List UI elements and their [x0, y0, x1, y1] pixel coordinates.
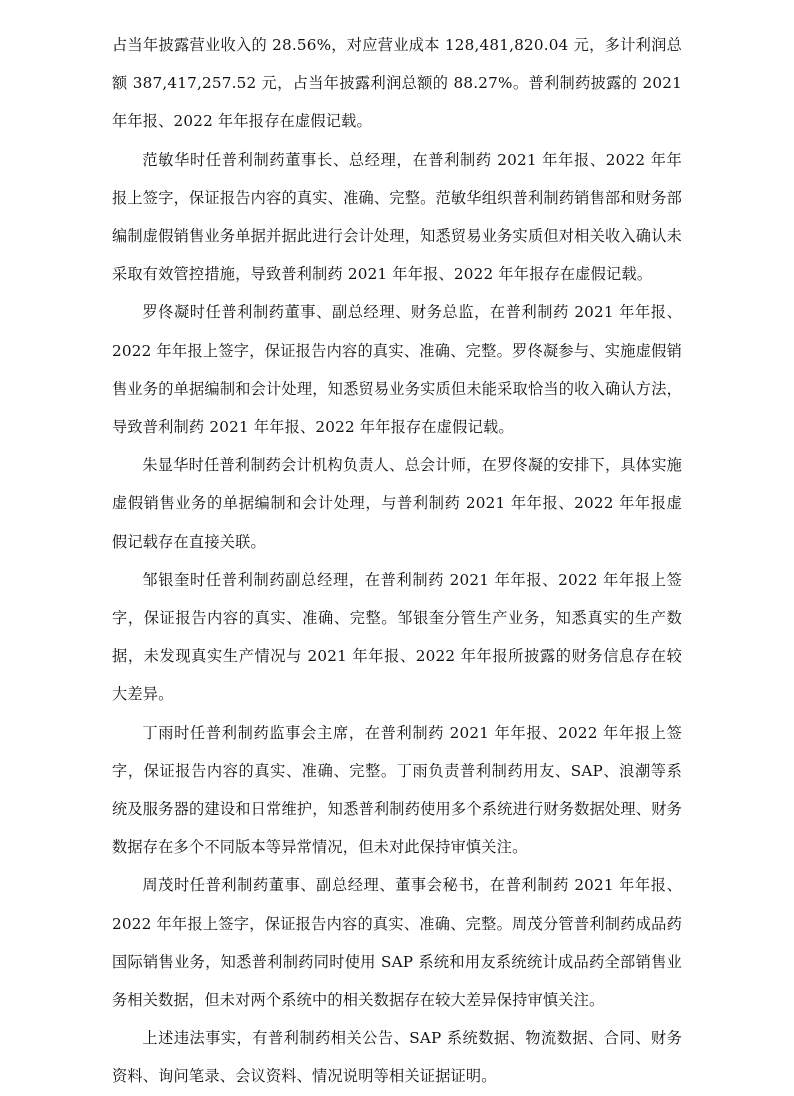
- paragraph: 朱显华时任普利制药会计机构负责人、总会计师，在罗佟凝的安排下，具体实施虚假销售业务的单据编制和会计处理，与普利制药 2021 年年报、2022 年年报虚假记载存在直接关联。: [112, 456, 682, 551]
- paragraph: 范敏华时任普利制药董事长、总经理，在普利制药 2021 年年报、2022 年年报上签字，保证报告内容的真实、准确、完整。范敏华组织普利制药销售部和财务部编制虚假销售业务单据并据此进行会计处理，知悉贸易业务实质但对相关收入确认未采取有效管控措施，导致普利制药 2021 年年报、2022 年年报存在虚假记载。: [112, 150, 682, 284]
- paragraph: 周茂时任普利制药董事、副总经理、董事会秘书，在普利制药 2021 年年报、2022 年年报上签字，保证报告内容的真实、准确、完整。周茂分管普利制药成品药国际销售业务，知悉普利制药同时使用 SAP 系统和用友系统统计成品药全部销售业务相关数据，但未对两个系统中的相关数据存在较大差异保持审慎关注。: [112, 876, 682, 1010]
- paragraph: 占当年披露营业收入的 28.56%，对应营业成本 128,481,820.04 元，多计利润总额 387,417,257.52 元，占当年披露利润总额的 88.27%。普利制药披露的 2021 年年报、2022 年年报存在虚假记载。: [112, 36, 682, 131]
- paragraph: 上述违法事实，有普利制药相关公告、SAP 系统数据、物流数据、合同、财务资料、询问笔录、会议资料、情况说明等相关证据证明。: [112, 1029, 682, 1086]
- paragraph: 邹银奎时任普利制药副总经理，在普利制药 2021 年年报、2022 年年报上签字，保证报告内容的真实、准确、完整。邹银奎分管生产业务，知悉真实的生产数据，未发现真实生产情况与 2021 年年报、2022 年年报所披露的财务信息存在较大差异。: [112, 570, 682, 704]
- paragraph: 罗佟凝时任普利制药董事、副总经理、财务总监，在普利制药 2021 年年报、2022 年年报上签字，保证报告内容的真实、准确、完整。罗佟凝参与、实施虚假销售业务的单据编制和会计处理，知悉贸易业务实质但未能采取恰当的收入确认方法，导致普利制药 2021 年年报、2022 年年报存在虚假记载。: [112, 303, 682, 437]
- paragraph: 丁雨时任普利制药监事会主席，在普利制药 2021 年年报、2022 年年报上签字，保证报告内容的真实、准确、完整。丁雨负责普利制药用友、SAP、浪潮等系统及服务器的建设和日常维护，知悉普利制药使用多个系统进行财务数据处理、财务数据存在多个不同版本等异常情况，但未对此保持审慎关注。: [112, 723, 682, 857]
- document-body: [112, 26, 682, 1096]
